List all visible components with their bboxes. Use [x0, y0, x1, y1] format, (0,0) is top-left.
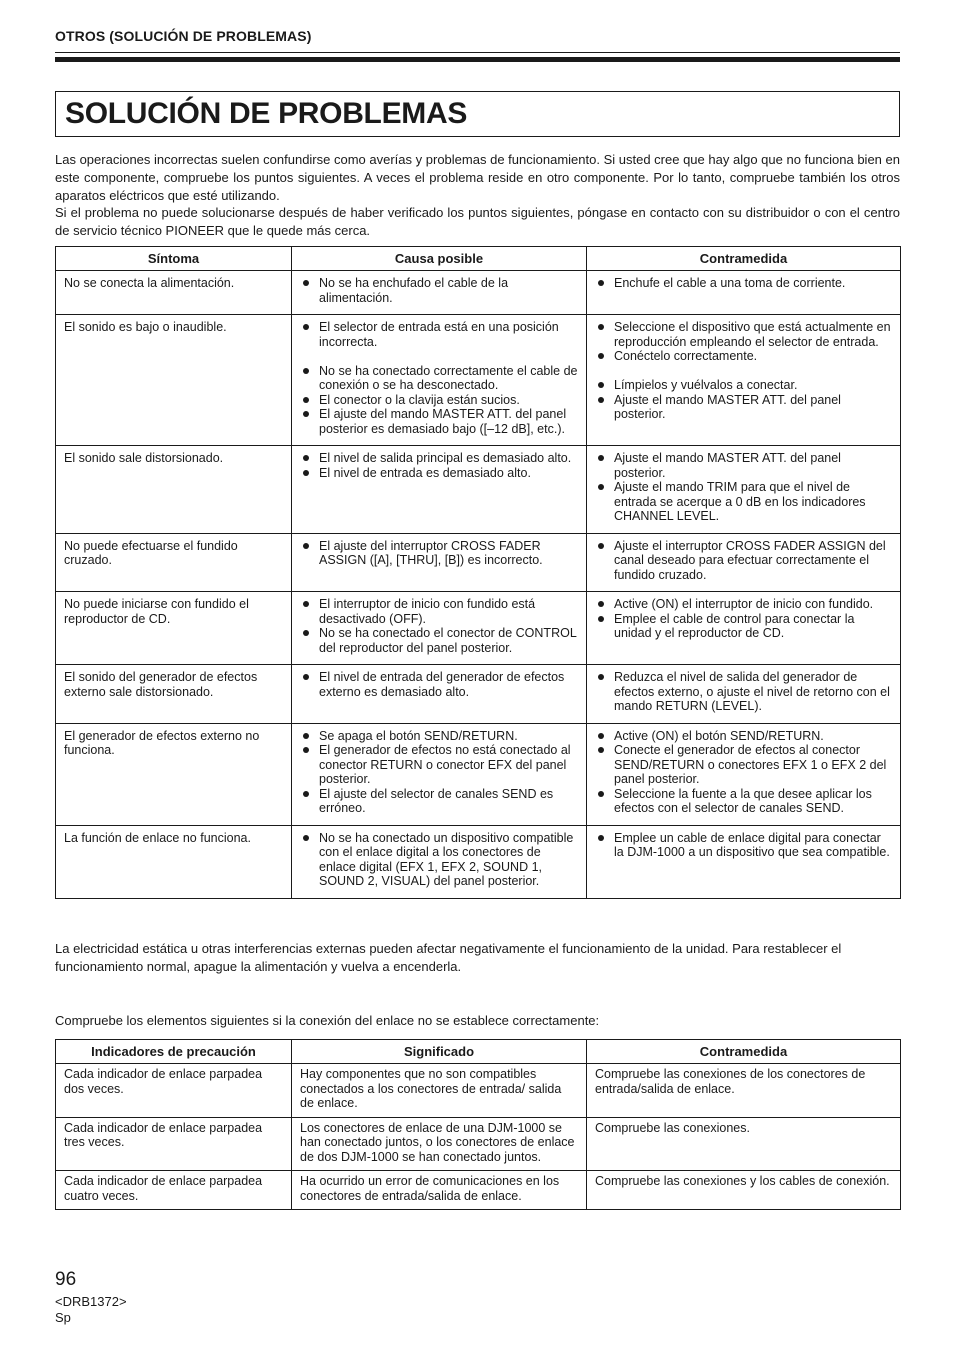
remedy-item: Ajuste el mando TRIM para que el nivel de entrada se acerque a 0 dB en los indicadores CHANNEL LEVEL.: [595, 480, 892, 524]
cause-cell: [292, 665, 587, 724]
remedy-item: Enchufe el cable a una toma de corriente.: [595, 276, 892, 291]
table-row: [56, 825, 901, 898]
remedy-item: Active (ON) el interruptor de inicio con fundido.: [595, 597, 892, 612]
remedy-cell: [587, 533, 901, 592]
intro-paragraph-1: Las operaciones incorrectas suelen confundirse como averías y problemas de funcionamiento. Si usted cree que hay algo que no funciona bien en este componente, compruebe los puntos siguientes. A veces el problema reside en otro componente. Por lo tanto, compruebe también los otros aparatos eléctricos que esté utilizando.: [55, 152, 900, 203]
cause-item: El conector o la clavija están sucios.: [300, 393, 578, 408]
table-row: [56, 271, 901, 315]
symptom-cell: No se conecta la alimentación.: [56, 271, 292, 315]
table-row: [56, 1064, 901, 1118]
cause-item: No se ha enchufado el cable de la alimentación.: [300, 276, 578, 305]
doc-language: Sp: [55, 1310, 71, 1325]
table-row: [56, 446, 901, 534]
cause-item: El nivel de salida principal es demasiado alto.: [300, 451, 578, 466]
remedy-item: Ajuste el mando MASTER ATT. del panel posterior.: [595, 393, 892, 422]
remedy-cell: Compruebe las conexiones.: [587, 1117, 901, 1171]
cause-cell: [292, 271, 587, 315]
intro-paragraph-2: Si el problema no puede solucionarse después de haber verificado los puntos siguientes, póngase en contacto con su distribuidor o con el centro de servicio técnico PIONEER que le quede más cerca.: [55, 205, 900, 239]
remedy-item: Seleccione el dispositivo que está actualmente en reproducción empleando el selector de entrada.: [595, 320, 892, 349]
cause-cell: [292, 533, 587, 592]
table-header-row: [56, 247, 901, 271]
page-number: 96: [55, 1269, 77, 1290]
remedy-cell: [587, 665, 901, 724]
cause-cell: [292, 723, 587, 825]
symptom-cell: No puede efectuarse el fundido cruzado.: [56, 533, 292, 592]
remedy-item: Ajuste el interruptor CROSS FADER ASSIGN del canal deseado para efectuar correctamente el fundido cruzado.: [595, 539, 892, 583]
header-rule-thick: [55, 57, 900, 62]
cause-item: El generador de efectos no está conectado al conector RETURN o conector EFX del panel posterior.: [300, 743, 578, 787]
cause-item: No se ha conectado un dispositivo compatible con el enlace digital a los conectores de enlace digital (EFX 1, EFX 2, SOUND 1, SOUND 2, VISUAL) del panel posterior.: [300, 831, 578, 889]
table-row: [56, 315, 901, 446]
cause-item: El ajuste del mando MASTER ATT. del panel posterior es demasiado bajo ([–12 dB], etc.).: [300, 407, 578, 436]
static-electricity-note: La electricidad estática u otras interferencias externas pueden afectar negativamente el funcionamiento de la unidad. Para restablecer el funcionamiento normal, apague la alimentación y vuelva a encenderla.: [55, 941, 842, 974]
header-cause: Causa posible: [292, 247, 587, 271]
header-symptom: Síntoma: [56, 247, 292, 271]
remedy-cell: [587, 723, 901, 825]
symptom-cell: No puede iniciarse con fundido el reproductor de CD.: [56, 592, 292, 665]
header-rule-thin: [55, 52, 900, 53]
remedy-cell: Compruebe las conexiones de los conectores de entrada/salida de enlace.: [587, 1064, 901, 1118]
cause-cell: [292, 825, 587, 898]
meaning-cell: Hay componentes que no son compatibles conectados a los conectores de entrada/ salida de enlace.: [292, 1064, 587, 1118]
manual-page: [55, 0, 900, 1351]
header-indicator: Indicadores de precaución: [56, 1040, 292, 1064]
indicator-cell: Cada indicador de enlace parpadea dos veces.: [56, 1064, 292, 1118]
remedy-item: Límpielos y vuélvalos a conectar.: [595, 378, 892, 393]
remedy-cell: [587, 271, 901, 315]
remedy-cell: Compruebe las conexiones y los cables de conexión.: [587, 1171, 901, 1210]
remedy-item: Seleccione la fuente a la que desee aplicar los efectos con el selector de canales SEND.: [595, 787, 892, 816]
document-code: [55, 1294, 127, 1326]
remedy-item: Conecte el generador de efectos al conector SEND/RETURN o conectores EFX 1 o EFX 2 del panel posterior.: [595, 743, 892, 787]
remedy-item: Reduzca el nivel de salida del generador de efectos externo, o ajuste el nivel de retorno con el mando RETURN (LEVEL).: [595, 670, 892, 714]
symptom-cell: El sonido sale distorsionado.: [56, 446, 292, 534]
remedy-item: Conéctelo correctamente.: [595, 349, 892, 364]
header-meaning: Significado: [292, 1040, 587, 1064]
header-remedy: Contramedida: [587, 247, 901, 271]
indicator-cell: Cada indicador de enlace parpadea tres veces.: [56, 1117, 292, 1171]
section-header: OTROS (SOLUCIÓN DE PROBLEMAS): [55, 28, 312, 44]
remedy-item: Emplee un cable de enlace digital para conectar la DJM-1000 a un dispositivo que sea compatible.: [595, 831, 892, 860]
cause-item: El nivel de entrada del generador de efectos externo es demasiado alto.: [300, 670, 578, 699]
troubleshooting-table: [55, 246, 901, 899]
cause-item: El ajuste del selector de canales SEND es erróneo.: [300, 787, 578, 816]
symptom-cell: El sonido es bajo o inaudible.: [56, 315, 292, 446]
cause-item: El interruptor de inicio con fundido está desactivado (OFF).: [300, 597, 578, 626]
table-row: [56, 1117, 901, 1171]
page-title: SOLUCIÓN DE PROBLEMAS: [65, 97, 468, 130]
table-header-row: [56, 1040, 901, 1064]
cause-cell: [292, 592, 587, 665]
remedy-cell: [587, 315, 901, 446]
table-row: [56, 1171, 901, 1210]
symptom-cell: La función de enlace no funciona.: [56, 825, 292, 898]
cause-item: El nivel de entrada es demasiado alto.: [300, 466, 578, 481]
remedy-item: Ajuste el mando MASTER ATT. del panel posterior.: [595, 451, 892, 480]
page-title-box: [55, 91, 900, 137]
table-row: [56, 592, 901, 665]
symptom-cell: El generador de efectos externo no funciona.: [56, 723, 292, 825]
header-remedy: Contramedida: [587, 1040, 901, 1064]
cause-item: El ajuste del interruptor CROSS FADER ASSIGN ([A], [THRU], [B]) es incorrecto.: [300, 539, 578, 568]
table-row: [56, 533, 901, 592]
doc-code-id: <DRB1372>: [55, 1294, 127, 1309]
link-indicator-table: [55, 1039, 901, 1210]
cause-item: El selector de entrada está en una posición incorrecta.: [300, 320, 578, 349]
remedy-cell: [587, 446, 901, 534]
cause-cell: [292, 315, 587, 446]
indicator-cell: Cada indicador de enlace parpadea cuatro veces.: [56, 1171, 292, 1210]
meaning-cell: Los conectores de enlace de una DJM-1000 se han conectado juntos, o los conectores de enlace de dos DJM-1000 se han conectado juntos.: [292, 1117, 587, 1171]
cause-item: No se ha conectado el conector de CONTROL del reproductor del panel posterior.: [300, 626, 578, 655]
remedy-item: Active (ON) el botón SEND/RETURN.: [595, 729, 892, 744]
cause-item: No se ha conectado correctamente el cable de conexión o se ha desconectado.: [300, 364, 578, 393]
intro-text: [55, 151, 900, 240]
link-check-intro: Compruebe los elementos siguientes si la conexión del enlace no se establece correctamente:: [55, 1013, 600, 1028]
remedy-cell: [587, 592, 901, 665]
meaning-cell: Ha ocurrido un error de comunicaciones en los conectores de entrada/salida de enlace.: [292, 1171, 587, 1210]
symptom-cell: El sonido del generador de efectos externo sale distorsionado.: [56, 665, 292, 724]
table-row: [56, 665, 901, 724]
remedy-item: Emplee el cable de control para conectar la unidad y el reproductor de CD.: [595, 612, 892, 641]
table-row: [56, 723, 901, 825]
cause-cell: [292, 446, 587, 534]
remedy-cell: [587, 825, 901, 898]
cause-item: Se apaga el botón SEND/RETURN.: [300, 729, 578, 744]
